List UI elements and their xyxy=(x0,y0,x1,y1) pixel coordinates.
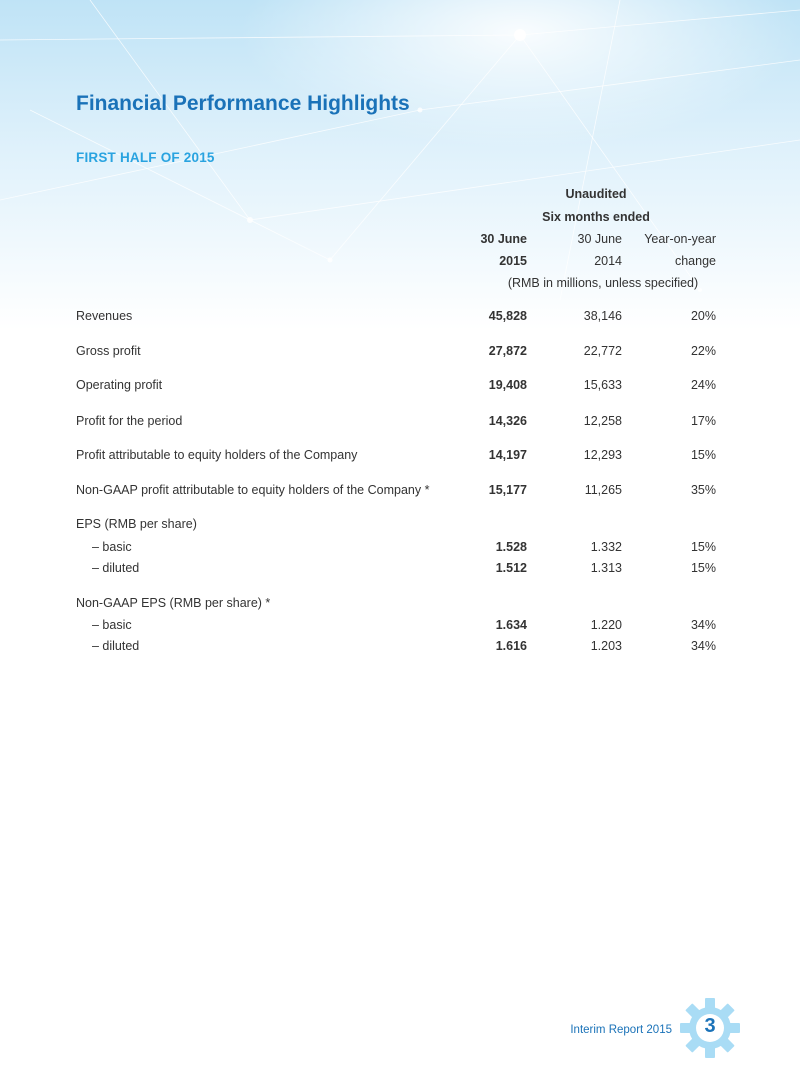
table-row xyxy=(0,540,800,558)
value-change: 34% xyxy=(690,618,716,632)
value-2015: 14,326 xyxy=(488,414,527,428)
value-change: 35% xyxy=(690,483,716,497)
row-label: EPS (RMB per share) xyxy=(76,517,197,531)
table-row xyxy=(0,414,800,432)
value-2014: 1.332 xyxy=(590,540,622,554)
value-change: 17% xyxy=(690,414,716,428)
col-2014-line2: 2014 xyxy=(594,254,622,268)
value-2015: 14,197 xyxy=(488,448,527,462)
value-2015: 45,828 xyxy=(488,309,527,323)
value-2014: 12,258 xyxy=(583,414,622,428)
value-2014: 38,146 xyxy=(583,309,622,323)
table-row xyxy=(0,483,800,501)
value-change: 22% xyxy=(690,344,716,358)
row-label: Operating profit xyxy=(76,378,163,392)
row-label: Gross profit xyxy=(76,344,141,358)
value-2015: 19,408 xyxy=(488,378,527,392)
value-2015: 15,177 xyxy=(488,483,527,497)
col-2014-line1: 30 June xyxy=(577,232,622,246)
value-2014: 1.203 xyxy=(590,639,622,653)
table-row xyxy=(0,618,800,636)
page-title: Financial Performance Highlights xyxy=(76,92,410,115)
value-2014: 11,265 xyxy=(584,483,622,497)
row-label: Profit attributable to equity holders of the Company xyxy=(76,448,358,462)
section-subtitle: FIRST HALF OF 2015 xyxy=(76,150,215,165)
col-change-line1: Year-on-year xyxy=(644,232,716,246)
value-change: 15% xyxy=(690,561,716,575)
table-row xyxy=(0,517,800,535)
row-label: Revenues xyxy=(76,309,133,323)
value-2014: 1.313 xyxy=(590,561,622,575)
value-2015: 1.512 xyxy=(495,561,527,575)
col-2015-line2: 2015 xyxy=(499,254,527,268)
col-2015-line1: 30 June xyxy=(480,232,527,246)
value-2015: 1.528 xyxy=(495,540,527,554)
table-row xyxy=(0,344,800,362)
row-label: Non-GAAP profit attributable to equity holders of the Company * xyxy=(76,483,430,497)
table-row xyxy=(0,448,800,466)
value-2014: 22,772 xyxy=(583,344,622,358)
units-note: (RMB in millions, unless specified) xyxy=(507,276,699,290)
row-label: – diluted xyxy=(92,561,140,575)
value-change: 15% xyxy=(690,448,716,462)
value-change: 34% xyxy=(690,639,716,653)
row-label: – basic xyxy=(92,618,132,632)
value-2014: 12,293 xyxy=(583,448,622,462)
table-row xyxy=(0,309,800,327)
row-label: – basic xyxy=(92,540,132,554)
row-label: Profit for the period xyxy=(76,414,183,428)
table-row xyxy=(0,596,800,614)
value-2014: 1.220 xyxy=(590,618,622,632)
value-2015: 1.634 xyxy=(495,618,527,632)
value-change: 24% xyxy=(690,378,716,392)
col-change-line2: change xyxy=(674,254,716,268)
page-number: 3 xyxy=(704,1015,716,1037)
table-row xyxy=(0,378,800,396)
value-2015: 27,872 xyxy=(488,344,527,358)
value-2014: 15,633 xyxy=(583,378,622,392)
table-row xyxy=(0,639,800,657)
header-unaudited: Unaudited xyxy=(565,187,627,201)
table-row xyxy=(0,561,800,579)
header-six-months-ended: Six months ended xyxy=(542,210,650,224)
row-label: Non-GAAP EPS (RMB per share) * xyxy=(76,596,271,610)
value-change: 15% xyxy=(690,540,716,554)
report-label: Interim Report 2015 xyxy=(570,1024,672,1036)
row-label: – diluted xyxy=(92,639,140,653)
value-change: 20% xyxy=(690,309,716,323)
value-2015: 1.616 xyxy=(495,639,527,653)
